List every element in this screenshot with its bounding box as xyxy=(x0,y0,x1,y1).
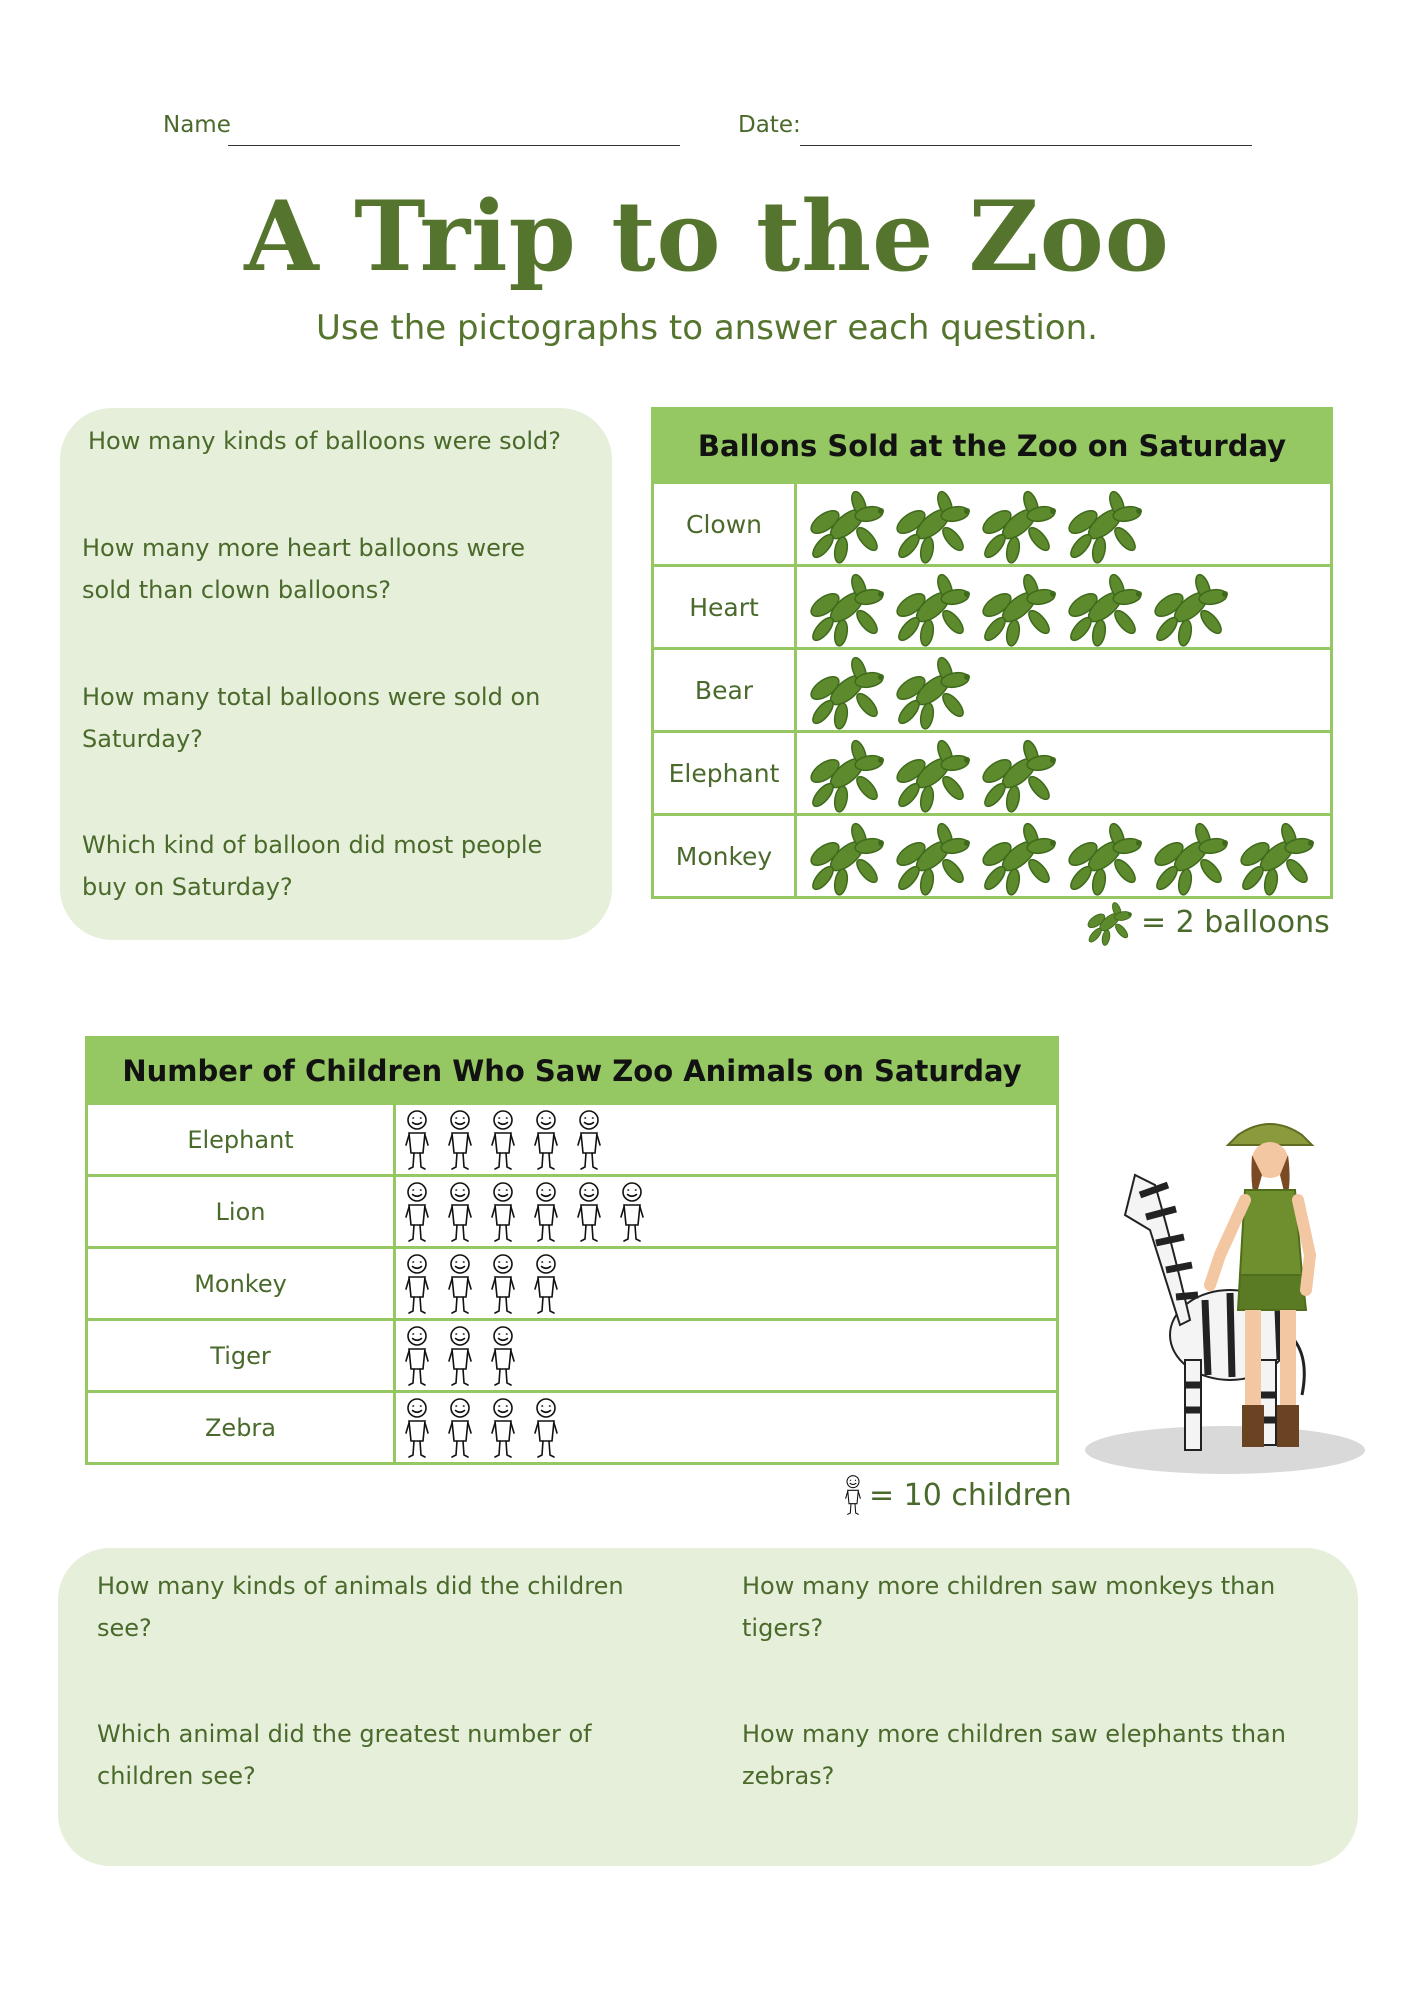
children-row-label: Zebra xyxy=(87,1392,395,1464)
balloon-question-1: How many kinds of balloons were sold? xyxy=(88,427,561,455)
balloon-dog-icon xyxy=(1061,816,1147,896)
child-icon xyxy=(531,1253,561,1315)
children-row-elephant xyxy=(87,1104,1058,1176)
balloon-row-icons xyxy=(796,483,1332,566)
animal-question-4: How many more children saw elephants than zebras? xyxy=(742,1720,1286,1790)
name-line[interactable] xyxy=(228,145,680,146)
balloon-dog-icon xyxy=(1147,816,1233,896)
child-icon xyxy=(402,1109,432,1171)
children-row-icons xyxy=(395,1392,1058,1464)
balloon-row-label: Monkey xyxy=(653,815,796,898)
child-icon xyxy=(531,1109,561,1171)
page-title: A Trip to the Zoo xyxy=(244,180,1170,293)
children-legend-text: = 10 children xyxy=(869,1477,1072,1513)
balloon-dog-icon xyxy=(889,650,975,730)
balloon-row-clown xyxy=(653,483,1332,566)
child-icon xyxy=(843,1474,863,1516)
balloon-row-label: Heart xyxy=(653,566,796,649)
balloon-pictograph xyxy=(651,407,1333,899)
balloon-question-3: How many total balloons were sold on Saturday? xyxy=(82,683,541,753)
child-icon xyxy=(402,1181,432,1243)
children-chart-title: Number of Children Who Saw Zoo Animals on Saturday xyxy=(87,1038,1058,1104)
child-icon xyxy=(402,1397,432,1459)
balloon-question-4: Which kind of balloon did most people buy on Saturday? xyxy=(82,831,543,901)
balloon-dog-icon xyxy=(975,484,1061,564)
balloon-dog-icon xyxy=(889,484,975,564)
balloon-dog-icon xyxy=(1061,567,1147,647)
balloon-dog-icon xyxy=(1147,567,1233,647)
balloon-dog-icon xyxy=(975,733,1061,813)
balloon-legend xyxy=(1083,898,1330,946)
balloon-row-icons xyxy=(796,815,1332,898)
children-row-icons xyxy=(395,1104,1058,1176)
children-row-icons xyxy=(395,1320,1058,1392)
balloon-dog-icon xyxy=(803,567,889,647)
balloon-dog-icon xyxy=(1083,898,1135,946)
balloon-legend-text: = 2 balloons xyxy=(1141,904,1330,940)
child-icon xyxy=(488,1181,518,1243)
balloon-dog-icon xyxy=(975,816,1061,896)
page-subtitle: Use the pictographs to answer each question. xyxy=(316,308,1098,348)
balloon-dog-icon xyxy=(975,567,1061,647)
balloon-chart-title: Ballons Sold at the Zoo on Saturday xyxy=(653,409,1332,483)
animal-question-2: How many more children saw monkeys than tigers? xyxy=(742,1572,1276,1642)
balloon-dog-icon xyxy=(803,650,889,730)
balloon-dog-icon xyxy=(1061,484,1147,564)
zookeeper-zebra-illustration xyxy=(1080,1105,1370,1480)
child-icon xyxy=(445,1181,475,1243)
children-row-monkey xyxy=(87,1248,1058,1320)
balloon-row-monkey xyxy=(653,815,1332,898)
balloon-row-label: Elephant xyxy=(653,732,796,815)
animal-question-1: How many kinds of animals did the children see? xyxy=(97,1572,624,1642)
balloon-row-label: Clown xyxy=(653,483,796,566)
child-icon xyxy=(445,1397,475,1459)
child-icon xyxy=(402,1253,432,1315)
name-label: Name xyxy=(163,112,231,138)
child-icon xyxy=(488,1397,518,1459)
balloon-dog-icon xyxy=(803,484,889,564)
balloon-dog-icon xyxy=(803,733,889,813)
children-row-icons xyxy=(395,1176,1058,1248)
child-icon xyxy=(531,1181,561,1243)
balloon-dog-icon xyxy=(889,733,975,813)
balloon-row-elephant xyxy=(653,732,1332,815)
child-icon xyxy=(617,1181,647,1243)
balloon-row-icons xyxy=(796,732,1332,815)
balloon-row-icons xyxy=(796,566,1332,649)
child-icon xyxy=(531,1397,561,1459)
children-row-label: Elephant xyxy=(87,1104,395,1176)
child-icon xyxy=(402,1325,432,1387)
balloon-row-label: Bear xyxy=(653,649,796,732)
child-icon xyxy=(445,1109,475,1171)
children-row-label: Tiger xyxy=(87,1320,395,1392)
children-row-label: Lion xyxy=(87,1176,395,1248)
date-line[interactable] xyxy=(800,145,1252,146)
balloon-question-2: How many more heart balloons were sold than clown balloons? xyxy=(82,534,525,604)
date-label: Date: xyxy=(738,112,801,138)
child-icon xyxy=(574,1181,604,1243)
children-row-icons xyxy=(395,1248,1058,1320)
child-icon xyxy=(488,1325,518,1387)
balloon-dog-icon xyxy=(803,816,889,896)
children-row-lion xyxy=(87,1176,1058,1248)
child-icon xyxy=(488,1253,518,1315)
children-row-label: Monkey xyxy=(87,1248,395,1320)
balloon-dog-icon xyxy=(1233,816,1319,896)
children-row-zebra xyxy=(87,1392,1058,1464)
balloon-row-heart xyxy=(653,566,1332,649)
child-icon xyxy=(488,1109,518,1171)
balloon-row-icons xyxy=(796,649,1332,732)
child-icon xyxy=(574,1109,604,1171)
child-icon xyxy=(445,1253,475,1315)
balloon-dog-icon xyxy=(889,567,975,647)
children-row-tiger xyxy=(87,1320,1058,1392)
balloon-dog-icon xyxy=(889,816,975,896)
balloon-row-bear xyxy=(653,649,1332,732)
child-icon xyxy=(445,1325,475,1387)
children-pictograph xyxy=(85,1036,1059,1465)
children-legend xyxy=(843,1474,1072,1516)
animal-question-3: Which animal did the greatest number of children see? xyxy=(97,1720,592,1790)
